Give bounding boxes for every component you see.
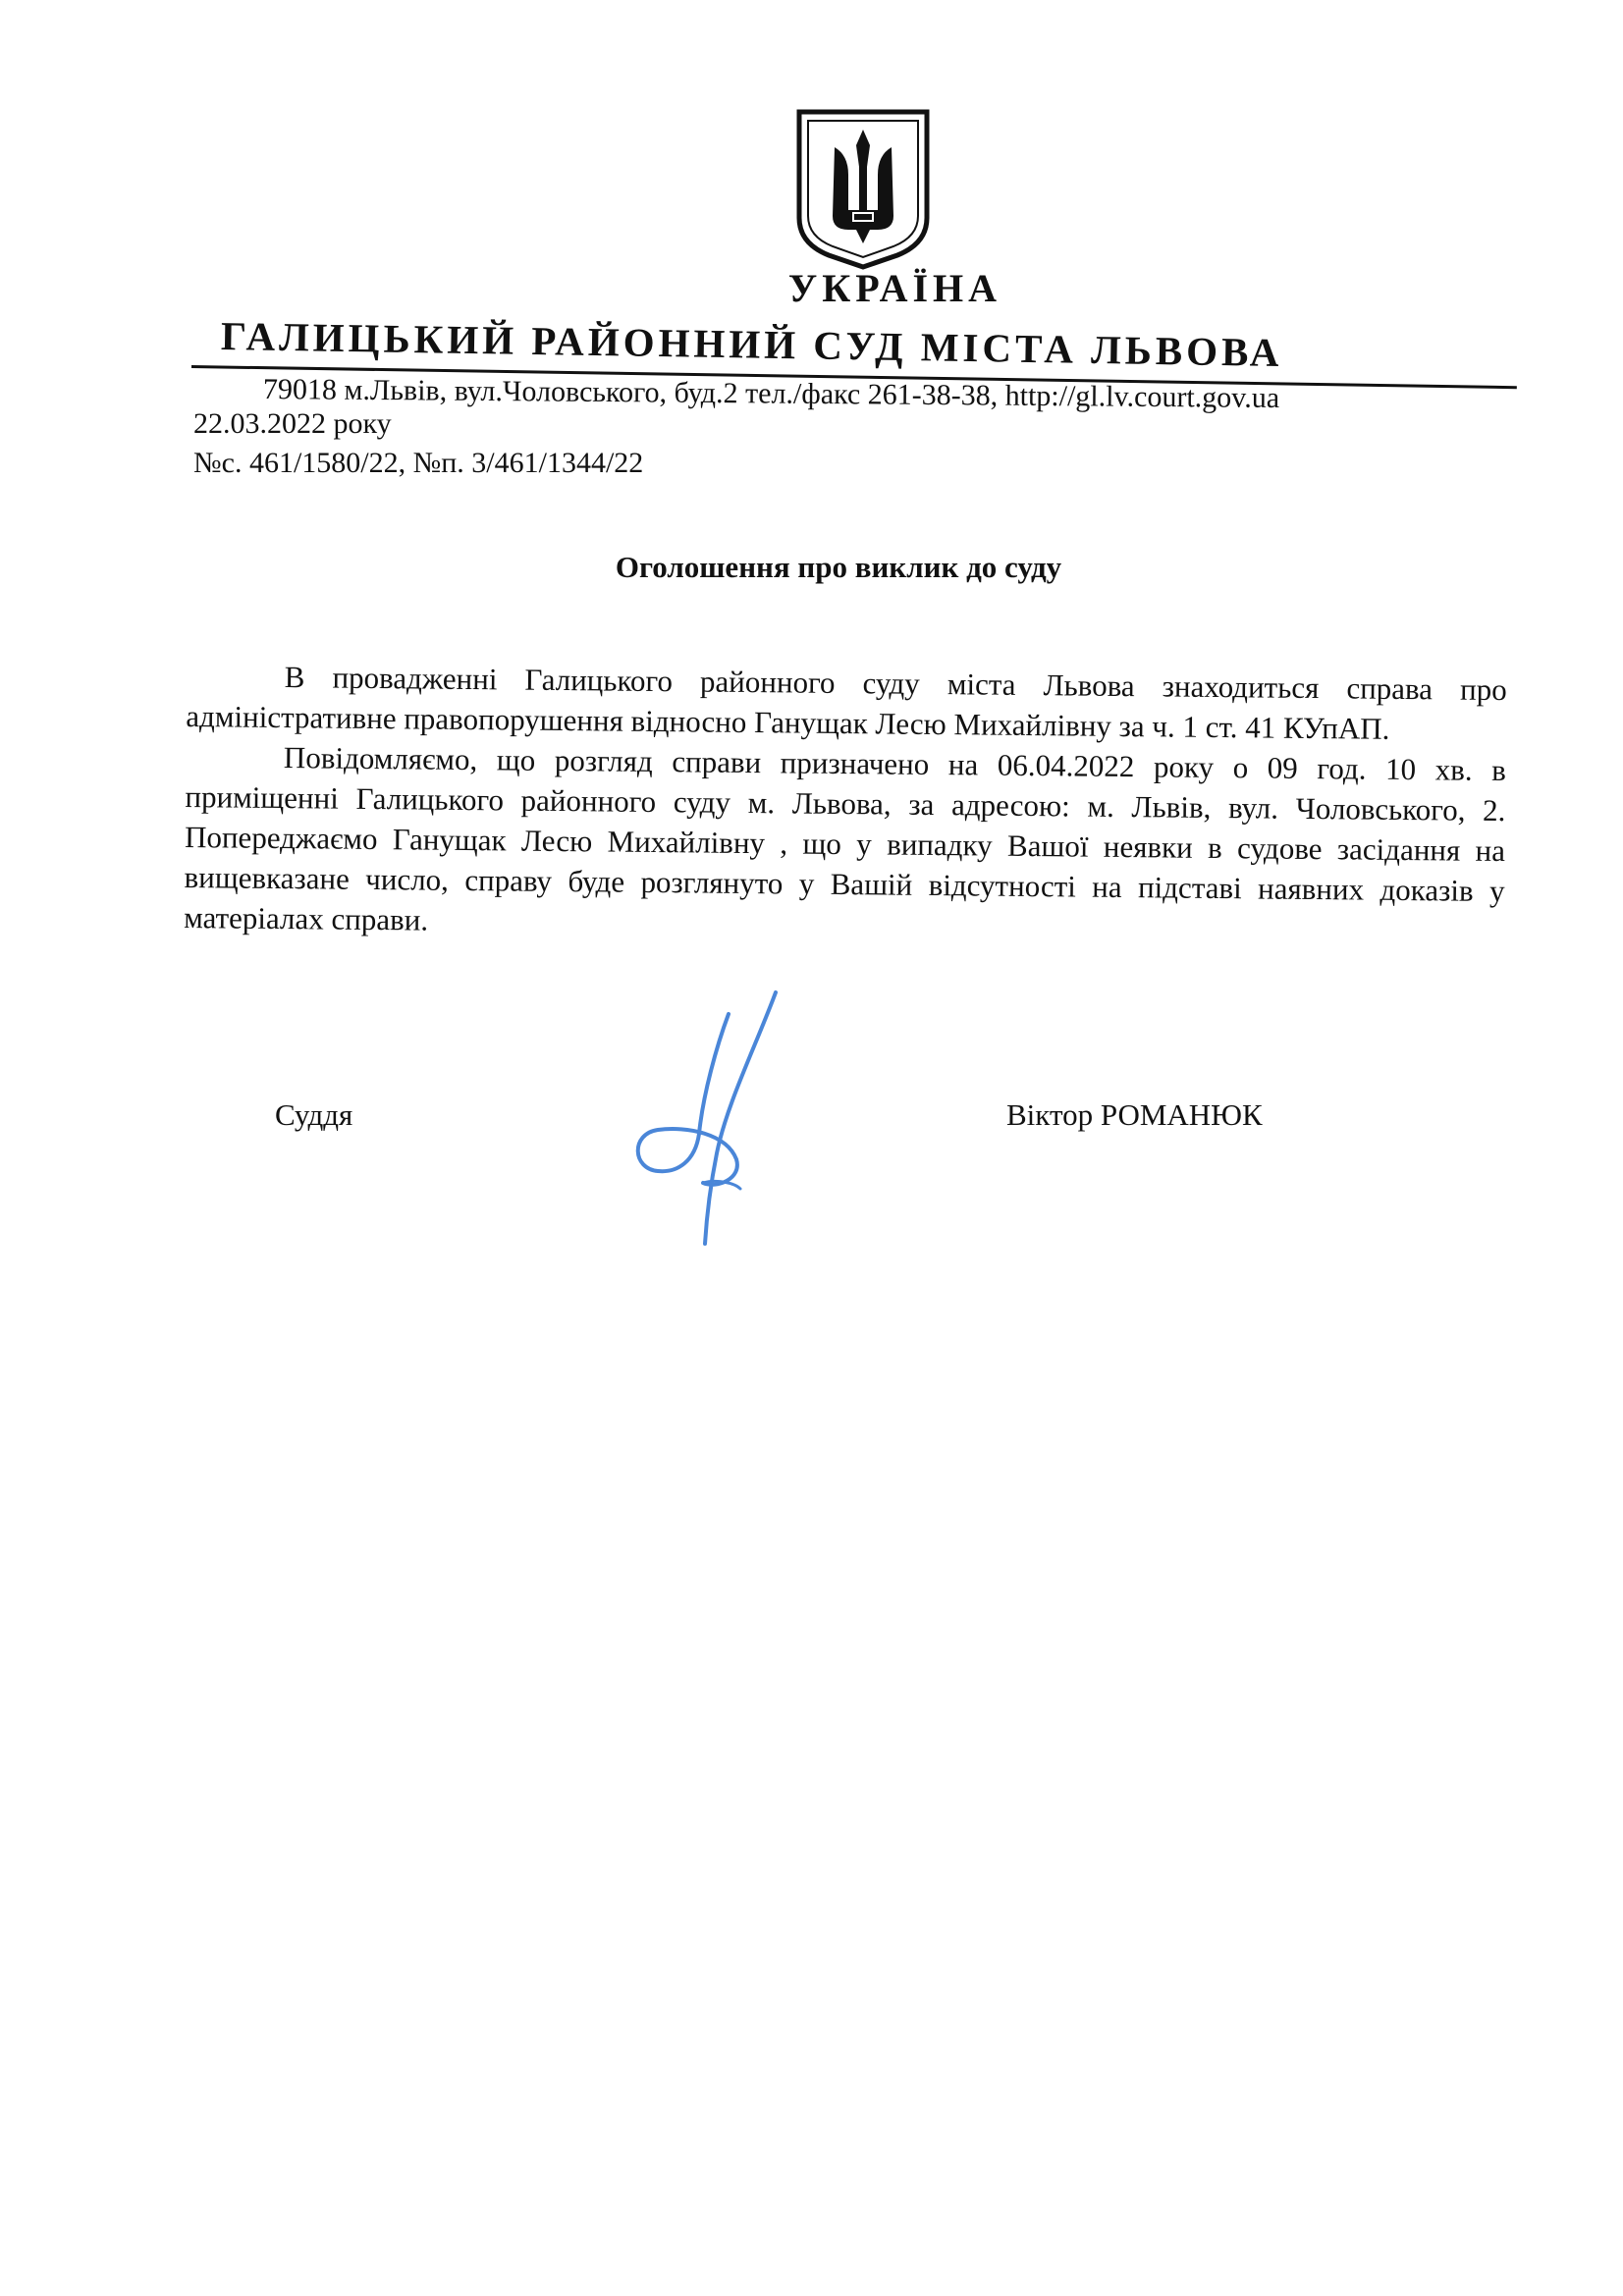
judge-name: Віктор РОМАНЮК — [1006, 1097, 1263, 1132]
coat-of-arms-icon — [795, 108, 931, 270]
case-numbers: №с. 461/1580/22, №п. 3/461/1344/22 — [193, 447, 644, 479]
country-title: УКРАЇНА — [787, 266, 1002, 310]
paragraph-hearing-notice: Повідомляємо, що розгляд справи призначено на 06.04.2022 року о 09 год. 10 хв. в приміщенні Галицького районного суду м. Львова, за адресою: м. Львів, вул. Чоловського, 2. Попереджаємо Ганущак Лесю Михайлівну , що у випадку Вашої неявки в судове засідання на вищевказане число, справу буде розглянуто у Вашій відсутності на підставі наявних доказів у матеріалах справи. — [184, 740, 1507, 937]
handwritten-signature — [619, 987, 795, 1252]
document-heading: Оголошення про виклик до суду — [615, 550, 1062, 584]
signature-title: Суддя — [275, 1097, 353, 1132]
paragraph-case-info: В провадженні Галицького районного суду міста Львова знаходиться справа про адміністративне правопорушення відносно Ганущак Лесю Михайлівну за ч. 1 ст. 41 КУпАП. — [186, 660, 1507, 746]
court-name: ГАЛИЦЬКИЙ РАЙОННИЙ СУД МІСТА ЛЬВОВА — [220, 313, 1283, 375]
court-address: 79018 м.Львів, вул.Чоловського, буд.2 тел./факс 261-38-38, http://gl.lv.court.gov.ua — [262, 373, 1280, 415]
document-date: 22.03.2022 року — [193, 407, 392, 440]
document-body — [184, 656, 1507, 951]
